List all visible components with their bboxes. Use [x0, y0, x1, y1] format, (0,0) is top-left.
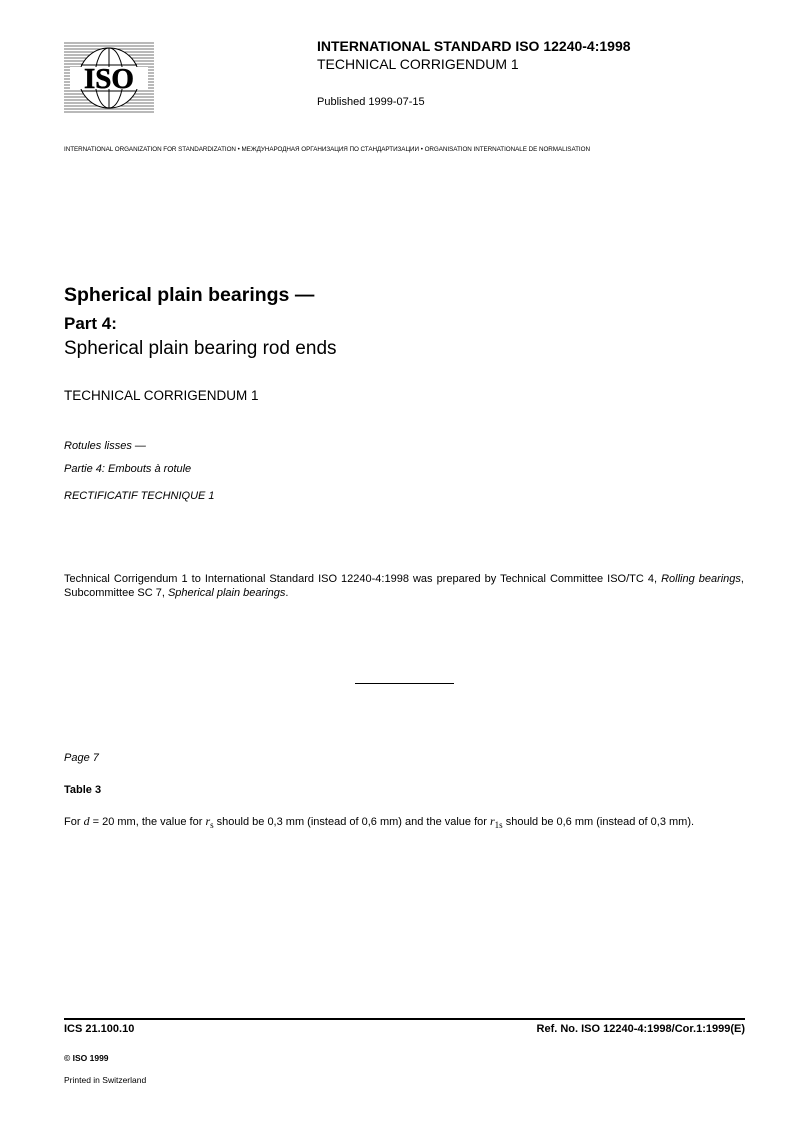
published-date: Published 1999-07-15	[317, 96, 425, 108]
org-name-ru: МЕЖДУНАРОДНАЯ ОРГАНИЗАЦИЯ ПО СТАНДАРТИЗАЦИИ	[241, 146, 420, 153]
french-title-line-3: RECTIFICATIF TECHNIQUE 1	[64, 490, 215, 502]
iso-logo	[64, 40, 154, 116]
printed-location: Printed in Switzerland	[64, 1075, 147, 1085]
corr-text-4: should be 0,6 mm (instead of 0,3 mm).	[502, 816, 695, 828]
part-subtitle: Spherical plain bearing rod ends	[64, 338, 337, 359]
table-reference: Table 3	[64, 784, 102, 796]
symbol-d: d	[83, 814, 90, 828]
corrigendum-label: TECHNICAL CORRIGENDUM 1	[64, 388, 259, 403]
copyright-notice: © ISO 1999	[64, 1053, 109, 1063]
intro-text-2: , Subcommittee SC 7,	[64, 573, 744, 599]
reference-number: Ref. No. ISO 12240-4:1998/Cor.1:1999(E)	[536, 1023, 745, 1035]
org-name-en: INTERNATIONAL ORGANIZATION FOR STANDARDIZATION	[64, 146, 236, 153]
ics-code: ICS 21.100.10	[64, 1023, 135, 1035]
iso-logo-text: ISO	[84, 63, 134, 95]
corr-text-3: should be 0,3 mm (instead of 0,6 mm) and the value for	[213, 816, 490, 828]
footer-rule	[64, 1018, 745, 1020]
intro-text-1: Technical Corrigendum 1 to International Standard ISO 12240-4:1998 was prepared by Technical Committee ISO/TC 4,	[64, 573, 662, 585]
corr-text-1: For	[64, 816, 84, 828]
symbol-1s-subscript: 1s	[494, 820, 503, 830]
org-bullet-1: •	[235, 146, 242, 153]
standard-title: INTERNATIONAL STANDARD ISO 12240-4:1998	[317, 38, 631, 54]
symbol-r: r	[205, 814, 211, 828]
symbol-r1: r	[490, 814, 495, 828]
intro-paragraph	[64, 572, 744, 600]
part-title: Part 4:	[64, 314, 117, 333]
org-name-fr: ORGANISATION INTERNATIONALE DE NORMALISATION	[424, 146, 590, 153]
page-reference: Page 7	[64, 752, 99, 764]
separator-line	[355, 683, 454, 684]
french-title-line-1: Rotules lisses —	[64, 440, 146, 452]
symbol-r1s	[490, 814, 503, 828]
symbol-rs	[205, 814, 213, 828]
committee-name: Rolling bearings	[661, 573, 741, 585]
corrigendum-subtitle: TECHNICAL CORRIGENDUM 1	[317, 56, 519, 72]
organisation-names	[64, 146, 744, 153]
corr-text-2: = 20 mm, the value for	[89, 816, 206, 828]
intro-text-3: .	[285, 587, 289, 599]
correction-paragraph	[64, 814, 744, 829]
french-title-line-2: Partie 4: Embouts à rotule	[64, 463, 192, 475]
subcommittee-name: Spherical plain bearings	[167, 587, 286, 599]
org-bullet-2: •	[419, 146, 425, 153]
document-title: Spherical plain bearings —	[64, 284, 315, 306]
symbol-s-subscript: s	[210, 820, 214, 830]
